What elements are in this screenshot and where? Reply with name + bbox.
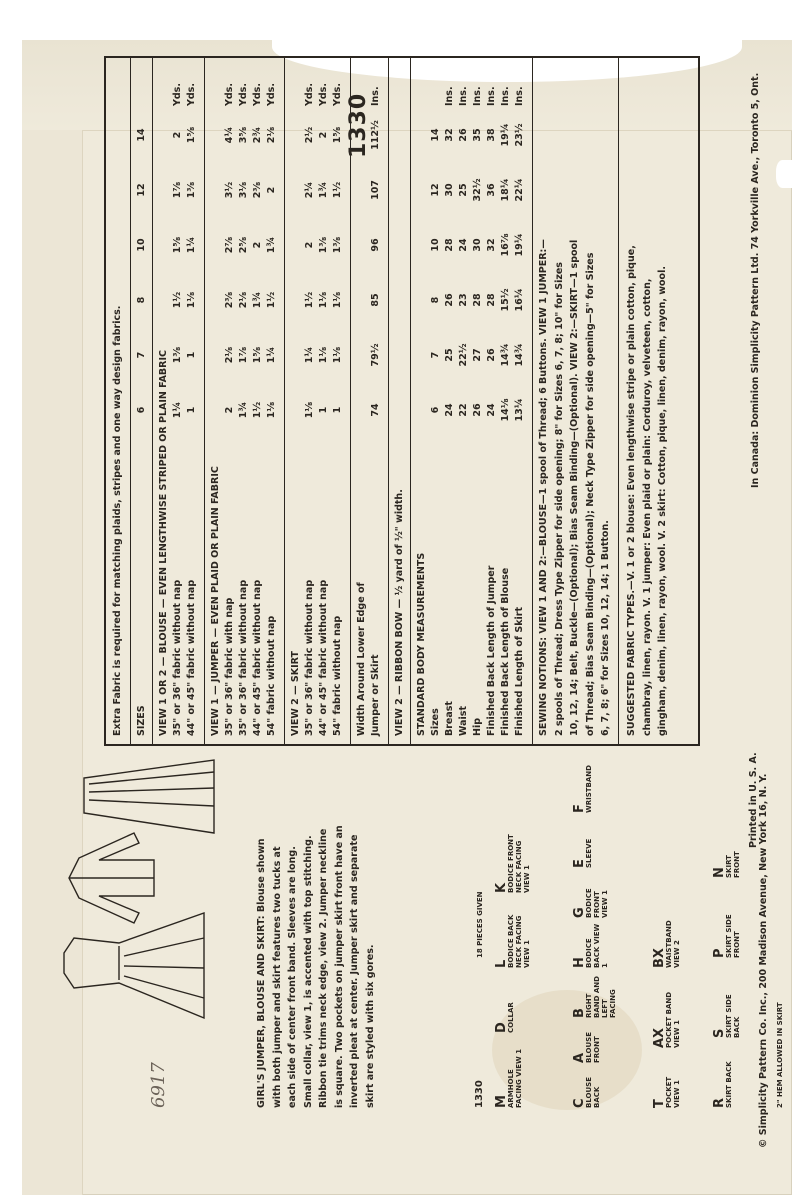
description-line: Small collar, view 1, is accented with top stitching. [302, 835, 314, 1108]
table-row: 35" or 36" fabric without nap 1¼ 1⅜ 1½ 1⅝ 1⅞ 2 Yds. [172, 83, 183, 736]
piece-bx: BX WAISTBAND VIEW 2 [652, 920, 681, 968]
table-row: Breast 24 25 26 28 30 32 Ins. [444, 86, 455, 736]
piece-d: D COLLAR [494, 1002, 515, 1033]
piece-t: T POCKET VIEW 1 [652, 1076, 681, 1108]
section-title: VIEW 2 — SKIRT [290, 651, 301, 736]
width-label-line1: Width Around Lower Edge of [356, 582, 367, 736]
piece-ax: AX POCKET BAND VIEW 1 [652, 991, 681, 1048]
piece-m: M ARMHOLE FACING VIEW 1 [494, 1048, 523, 1108]
description-line: Ribbon tie trims neck edge, view 2. Jumper neckline [318, 828, 329, 1108]
piece-h: H BODICE BACK VIEW 1 [572, 923, 609, 968]
table-row: 35" or 36" fabric without nap 1⅛ 1¼ 1½ 2 2¼ 2½ Yds. [304, 83, 315, 736]
table-row: Waist 22 22½ 23 24 25 26 Ins. [458, 86, 469, 736]
rule [532, 58, 533, 744]
garment-sketch [44, 758, 244, 1028]
suggested-fabrics: SUGGESTED FABRIC TYPES.—V. 1 or 2 blouse: Even lengthwise stripe or plain cotton, pique, chambray, linen, rayon. V. 1 jumper: Even plaid or plain: Corduroy, velveteen, cotton, gingham, denim, linen, rayon, wool. V. 2 skirt: Cotton, pique, linen, denim, rayon, wool. [626, 245, 668, 736]
rule [350, 58, 351, 744]
piece-c: C BLOUSE BACK [572, 1076, 601, 1108]
garment-description [254, 718, 378, 1108]
section-title: VIEW 1 — JUMPER — EVEN PLAID OR PLAIN FABRIC [210, 466, 221, 736]
table-row: 35" or 36" fabric with nap 2 2⅛ 2⅜ 2⅞ 3½ 4¼ Yds. [224, 83, 235, 736]
hem-note: 2" HEM ALLOWED IN SKIRT [776, 1002, 784, 1108]
small-pattern-number: 1330 [474, 1080, 485, 1108]
table-row: 54" fabric without nap 1 1⅛ 1⅛ 1⅜ 1½ 1⅝ Yds. [332, 83, 343, 736]
description-line: GIRL'S JUMPER, BLOUSE AND SKIRT: Blouse shown [256, 838, 267, 1108]
rule [618, 58, 619, 744]
table-row: 44" or 45" fabric without nap 1½ 1⅝ 1¾ 2 2⅜ 2¾ Yds. [252, 83, 263, 736]
description-line: each side of center front band. Sleeves are long. [287, 846, 298, 1108]
rule [410, 58, 411, 744]
piece-n: N SKIRT FRONT [712, 851, 741, 878]
piece-l: L BODICE BACK NECK FACING VIEW 1 [494, 914, 531, 968]
sizes-header-row: SIZES 6 7 8 10 12 14 [136, 128, 147, 736]
table-row: Finished Back Length of Jumper 24 26 28 32 36 38 Ins. [486, 86, 497, 736]
table-row: 35" or 36" fabric without nap 1¾ 1⅞ 2⅛ 2⅝ 3⅛ 3⅝ Yds. [238, 83, 249, 736]
rule [152, 58, 153, 744]
piece-k: K BODICE FRONT NECK FACING VIEW 1 [494, 834, 531, 893]
publisher-footer: © Simplicity Pattern Co. Inc., 200 Madison Avenue, New York 16, N. Y. [758, 773, 769, 1148]
rule [130, 58, 131, 744]
canada-address: In Canada: Dominion Simplicity Pattern Ltd. 74 Yorkville Ave., Toronto 5, Ont. [750, 72, 761, 488]
piece-r: R SKIRT BACK [712, 1061, 733, 1108]
pattern-number: 1330 [346, 92, 371, 158]
piece-f: F WRISTBAND [572, 765, 593, 813]
piece-g: G BODICE FRONT VIEW 1 [572, 888, 609, 918]
sewing-notions: SEWING NOTIONS: VIEW 1 AND 2:—BLOUSE—1 spool of Thread; 6 Buttons. VIEW 1 JUMPER:— 2 spools of Thread; Dress Type Zipper for side opening; 8" for Sizes 6, 7, 8; 10" for Sizes 10, 12, 14; Belt, Buckle—(Optional); Bias Seam Binding—(Optional). VIEW 2:—SKIRT—1 spool of Thread; Bias Seam Binding—(Optional); Neck Type Zipper for side opening—5" for Sizes 6, 7, 8; 6" for Sizes 10, 12, 14; 1 Button. [538, 239, 611, 736]
table-row: 54" fabric without nap 1⅛ 1¼ 1½ 1¾ 2 2⅛ Yds. [266, 83, 277, 736]
table-row: 44" or 45" fabric without nap 1 1 1⅛ 1¼ 1⅜ 1⅝ Yds. [186, 83, 197, 736]
rule [284, 58, 285, 744]
table-row: 44" or 45" fabric without nap 1 1⅛ 1⅛ 1⅜ 1¾ 2 Yds. [318, 83, 329, 736]
description-line: skirt are styled with six gores. [364, 944, 376, 1108]
table-header-note: Extra Fabric is required for matching plaids, stripes and one way design fabrics. [112, 305, 123, 736]
description-line: inverted pleat at center. Jumper skirt and separate [349, 834, 360, 1108]
table-row: Sizes 6 7 8 10 12 14 [430, 128, 441, 736]
table-row: Finished Length of Skirt 13¼ 14¾ 16¼ 19¼ 22¼ 23½ Ins. [514, 86, 525, 736]
yardage-table [104, 56, 700, 746]
pieces-given-label: 18 PIECES GIVEN [476, 891, 484, 958]
body-measurements-title: STANDARD BODY MEASUREMENTS [416, 552, 427, 736]
ribbon-bow-note: VIEW 2 — RIBBON BOW — ½ yard of ½" width. [394, 489, 405, 736]
piece-a: A BLOUSE FRONT [572, 1031, 601, 1063]
rule [388, 58, 389, 744]
description-line: with both jumper and skirt features two tucks at [271, 846, 283, 1108]
piece-s: S SKIRT SIDE BACK [712, 994, 741, 1038]
width-row: Jumper or Skirt 74 79½ 85 96 107 112½ Ins. [370, 86, 381, 736]
piece-b: B RIGHT BAND AND LEFT FACING [572, 976, 617, 1018]
table-row: Finished Back Length of Blouse 14⅛ 14¾ 15½ 16⅞ 18¼ 19¼ Ins. [500, 86, 511, 736]
printed-in: Printed in U. S. A. [748, 752, 759, 848]
description-line: is square. Two pockets on jumper skirt front have an [333, 825, 345, 1108]
section-title: VIEW 1 OR 2 — BLOUSE — EVEN LENGTHWISE STRIPED OR PLAIN FABRIC [158, 350, 169, 736]
table-row: Hip 26 27 28 30 32½ 35 Ins. [472, 86, 483, 736]
handwritten-note: 6917 [148, 1062, 169, 1108]
piece-e: E SLEEVE [572, 838, 593, 868]
piece-p: P SKIRT SIDE FRONT [712, 914, 741, 958]
rotated-content [16, 18, 796, 1178]
rule [204, 58, 205, 744]
